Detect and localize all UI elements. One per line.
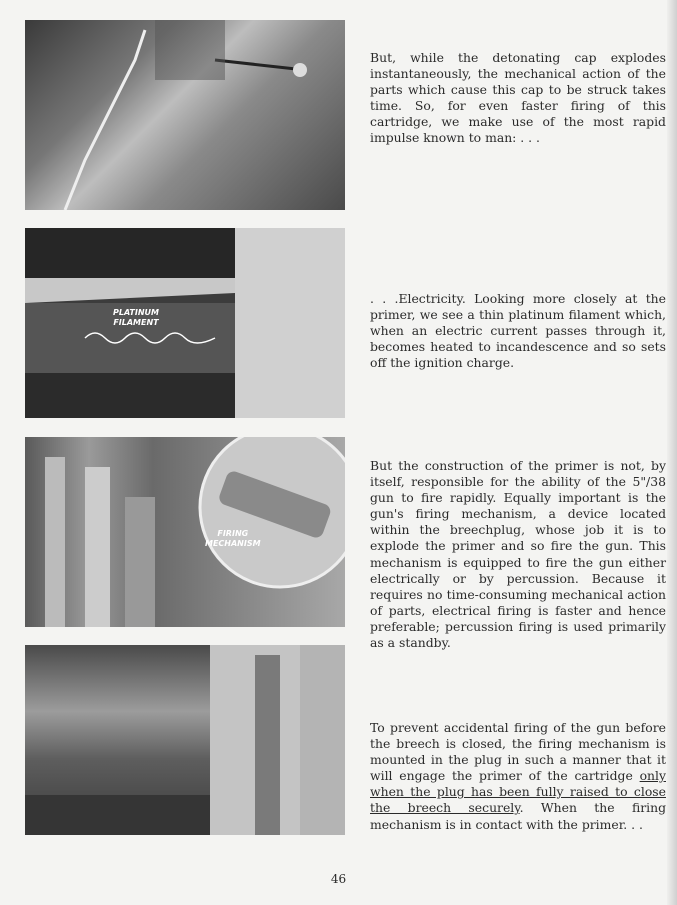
illustration-breech-closed	[25, 645, 345, 835]
illustration-firing-mechanism	[25, 437, 345, 627]
linkage-drawing	[25, 20, 345, 210]
breechplug-drawing	[25, 437, 345, 627]
paragraph-firing-mechanism: But the construction of the primer is not, by itself, responsible for the ability of the 5"/38 gun to fire rapidly. Equally important is the gun's firing mechanism, a device located within the breechplug, whose job it is to explode the primer and so fire the gun. This mechanism is equipped to fire the gun either electrically or by percussion. Because it requires no time-consuming mechanical action of parts, electrical firing is faster and hence preferable; percussion firing is used primarily as a standby.	[370, 458, 666, 651]
label-line: FILAMENT	[113, 318, 159, 327]
text-run: . When the firing mechanism is in contact with the primer. . .	[370, 800, 666, 832]
illustration-breech-linkage	[25, 20, 345, 210]
illustration-platinum-filament	[25, 228, 345, 418]
label-line: FIRING	[217, 529, 249, 538]
label-line: PLATINUM	[113, 308, 159, 317]
page-number: 46	[330, 872, 347, 886]
firing-mechanism-label	[205, 529, 261, 549]
page-edge-shadow	[667, 0, 677, 905]
paragraph-detonating-cap: But, while the detonating cap explodes instantaneously, the mechanical action of the parts which cause this cap to be struck takes time. So, for even faster firing of this cartridge, we make use of the most rapid impulse known to man: . . .	[370, 50, 666, 146]
breech-closed-drawing	[25, 645, 345, 835]
paragraph-electricity: . . .Electricity. Looking more closely at the primer, we see a thin platinum filament which, when an electric current passes through it, becomes heated to incandescence and so sets off the ignition charge.	[370, 291, 666, 371]
primer-cutaway-drawing	[25, 228, 345, 418]
label-line: MECHANISM	[205, 539, 261, 548]
paragraph-accidental-firing	[370, 720, 666, 833]
text-run: To prevent accidental firing of the gun before the breech is closed, the firing mechanism is mounted in the plug in such a manner that it will engage the primer of the cartridge	[370, 720, 666, 784]
platinum-filament-label	[113, 308, 159, 328]
underlined-text: only when the plug has been fully raised to close the breech securely	[370, 768, 666, 816]
